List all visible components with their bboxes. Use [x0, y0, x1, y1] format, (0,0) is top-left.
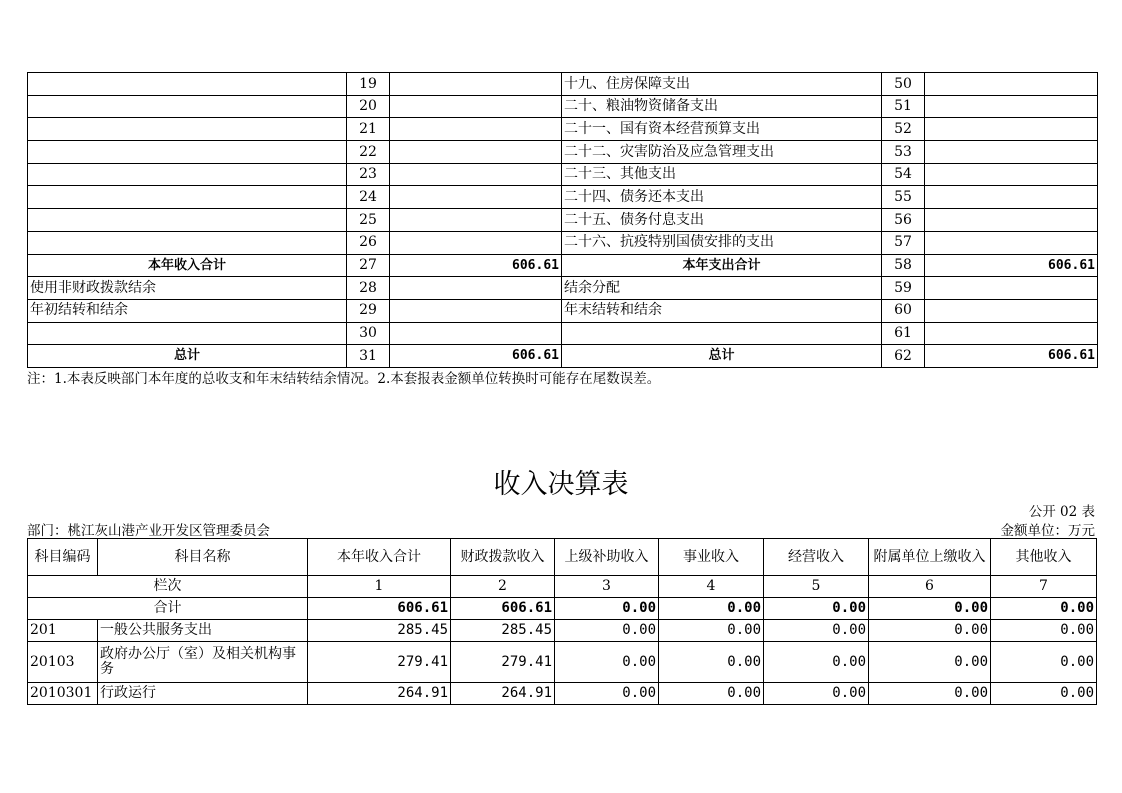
column-header: 附属单位上缴收入 — [869, 539, 991, 576]
index-cell: 1 — [308, 576, 451, 598]
cell-right-amount — [925, 299, 1098, 322]
cell-right-amount — [925, 322, 1098, 345]
cell-left-no: 23 — [347, 163, 390, 186]
cell-right-no: 62 — [882, 345, 925, 368]
unit-label: 金额单位：万元 — [1000, 523, 1095, 539]
amount-cell: 0.00 — [869, 620, 991, 642]
index-cell: 5 — [764, 576, 869, 598]
table-row — [28, 118, 1098, 141]
amount-cell: 279.41 — [308, 642, 451, 683]
total-row — [28, 598, 1097, 620]
amount-cell: 0.00 — [659, 620, 764, 642]
cell-left-item — [28, 231, 347, 254]
cell-right-no: 51 — [882, 95, 925, 118]
cell-right-amount — [925, 231, 1098, 254]
index-cell: 6 — [869, 576, 991, 598]
column-header: 科目编码 — [28, 539, 98, 576]
amount-cell: 0.00 — [555, 620, 659, 642]
cell-left-amount — [390, 231, 562, 254]
cell-right-item: 二十六、抗疫特别国债安排的支出 — [562, 231, 882, 254]
table-row — [28, 209, 1098, 232]
cell-right-amount — [925, 141, 1098, 164]
cell-left-item — [28, 73, 347, 96]
amount-cell: 0.00 — [869, 642, 991, 683]
cell-right-amount — [925, 118, 1098, 141]
cell-left-amount — [390, 163, 562, 186]
cell-right-no: 53 — [882, 141, 925, 164]
total-label: 合计 — [28, 598, 308, 620]
table-number: 公开 02 表 — [1028, 504, 1095, 520]
subject-name: 政府办公厅（室）及相关机构事务 — [98, 642, 308, 683]
cell-left-no: 28 — [347, 277, 390, 300]
table-row — [28, 186, 1098, 209]
column-header: 财政拨款收入 — [451, 539, 555, 576]
cell-right-item — [562, 322, 882, 345]
cell-left-no: 27 — [347, 254, 390, 277]
table-row — [28, 299, 1098, 322]
table-row — [28, 322, 1098, 345]
table-row — [28, 95, 1098, 118]
table-row — [28, 73, 1098, 96]
cell-right-item: 总计 — [562, 345, 882, 368]
cell-right-no: 60 — [882, 299, 925, 322]
cell-left-no: 31 — [347, 345, 390, 368]
amount-cell: 285.45 — [308, 620, 451, 642]
cell-left-item — [28, 95, 347, 118]
cell-right-item: 二十五、债务付息支出 — [562, 209, 882, 232]
amount-cell: 0.00 — [869, 683, 991, 705]
cell-right-item: 结余分配 — [562, 277, 882, 300]
table-row — [28, 254, 1098, 277]
index-label: 栏次 — [28, 576, 308, 598]
table-row — [28, 345, 1098, 368]
cell-right-amount: 606.61 — [925, 254, 1098, 277]
cell-left-no: 30 — [347, 322, 390, 345]
column-header: 科目名称 — [98, 539, 308, 576]
total-value: 606.61 — [451, 598, 555, 620]
table-row — [28, 141, 1098, 164]
cell-left-item — [28, 186, 347, 209]
cell-left-amount — [390, 118, 562, 141]
amount-cell: 0.00 — [555, 683, 659, 705]
cell-right-amount — [925, 209, 1098, 232]
amount-cell: 0.00 — [991, 642, 1097, 683]
amount-cell: 279.41 — [451, 642, 555, 683]
cell-left-amount: 606.61 — [390, 345, 562, 368]
subject-code: 20103 — [28, 642, 98, 683]
cell-right-no: 57 — [882, 231, 925, 254]
column-header: 其他收入 — [991, 539, 1097, 576]
cell-left-no: 21 — [347, 118, 390, 141]
amount-cell: 285.45 — [451, 620, 555, 642]
amount-cell: 0.00 — [764, 642, 869, 683]
cell-right-amount — [925, 186, 1098, 209]
cell-right-no: 54 — [882, 163, 925, 186]
amount-cell: 0.00 — [764, 683, 869, 705]
table-row — [28, 231, 1098, 254]
cell-right-amount — [925, 73, 1098, 96]
table-row — [28, 277, 1098, 300]
cell-right-no: 52 — [882, 118, 925, 141]
cell-right-no: 56 — [882, 209, 925, 232]
cell-left-item — [28, 322, 347, 345]
cell-right-item: 二十、粮油物资储备支出 — [562, 95, 882, 118]
amount-cell: 0.00 — [555, 642, 659, 683]
cell-right-amount: 606.61 — [925, 345, 1098, 368]
column-header: 事业收入 — [659, 539, 764, 576]
amount-cell: 0.00 — [991, 683, 1097, 705]
index-row — [28, 576, 1097, 598]
column-header: 本年收入合计 — [308, 539, 451, 576]
index-cell: 4 — [659, 576, 764, 598]
cell-left-no: 22 — [347, 141, 390, 164]
cell-right-item: 本年支出合计 — [562, 254, 882, 277]
income-table — [27, 538, 1097, 705]
cell-left-item — [28, 141, 347, 164]
amount-cell: 0.00 — [991, 620, 1097, 642]
department-label: 部门：桃江灰山港产业开发区管理委员会 — [27, 523, 270, 539]
index-cell: 2 — [451, 576, 555, 598]
column-header: 经营收入 — [764, 539, 869, 576]
page-title: 收入决算表 — [493, 469, 629, 500]
cell-right-amount — [925, 95, 1098, 118]
total-value: 0.00 — [659, 598, 764, 620]
cell-left-item: 总计 — [28, 345, 347, 368]
cell-right-item: 二十三、其他支出 — [562, 163, 882, 186]
cell-left-no: 24 — [347, 186, 390, 209]
cell-left-amount — [390, 277, 562, 300]
total-value: 0.00 — [991, 598, 1097, 620]
cell-left-amount — [390, 95, 562, 118]
cell-left-no: 29 — [347, 299, 390, 322]
cell-right-item: 年末结转和结余 — [562, 299, 882, 322]
cell-right-amount — [925, 277, 1098, 300]
cell-right-item: 十九、住房保障支出 — [562, 73, 882, 96]
footnote: 注：1.本表反映部门本年度的总收支和年末结转结余情况。2.本套报表金额单位转换时可能存在尾数误差。 — [27, 371, 661, 387]
cell-right-item: 二十一、国有资本经营预算支出 — [562, 118, 882, 141]
cell-right-amount — [925, 163, 1098, 186]
amount-cell: 0.00 — [764, 620, 869, 642]
cell-left-amount — [390, 186, 562, 209]
amount-cell: 264.91 — [451, 683, 555, 705]
table-row — [28, 620, 1097, 642]
cell-left-amount: 606.61 — [390, 254, 562, 277]
table-row — [28, 642, 1097, 683]
total-value: 0.00 — [555, 598, 659, 620]
amount-cell: 0.00 — [659, 642, 764, 683]
header-row — [28, 539, 1097, 576]
table-row — [28, 683, 1097, 705]
cell-left-item — [28, 163, 347, 186]
cell-right-no: 61 — [882, 322, 925, 345]
amount-cell: 264.91 — [308, 683, 451, 705]
cell-right-item: 二十四、债务还本支出 — [562, 186, 882, 209]
cell-right-no: 58 — [882, 254, 925, 277]
cell-left-item: 使用非财政拨款结余 — [28, 277, 347, 300]
cell-right-no: 55 — [882, 186, 925, 209]
amount-cell: 0.00 — [659, 683, 764, 705]
cell-left-no: 25 — [347, 209, 390, 232]
subject-code: 2010301 — [28, 683, 98, 705]
cell-left-amount — [390, 299, 562, 322]
subject-name: 一般公共服务支出 — [98, 620, 308, 642]
subject-name: 行政运行 — [98, 683, 308, 705]
cell-left-no: 26 — [347, 231, 390, 254]
cell-left-item — [28, 118, 347, 141]
index-cell: 7 — [991, 576, 1097, 598]
cell-left-item: 本年收入合计 — [28, 254, 347, 277]
cell-left-amount — [390, 73, 562, 96]
cell-right-item: 二十二、灾害防治及应急管理支出 — [562, 141, 882, 164]
cell-left-no: 19 — [347, 73, 390, 96]
column-header: 上级补助收入 — [555, 539, 659, 576]
cell-left-item: 年初结转和结余 — [28, 299, 347, 322]
total-value: 0.00 — [869, 598, 991, 620]
table-row — [28, 163, 1098, 186]
cell-left-amount — [390, 322, 562, 345]
total-value: 606.61 — [308, 598, 451, 620]
cell-left-item — [28, 209, 347, 232]
subject-code: 201 — [28, 620, 98, 642]
cell-left-amount — [390, 209, 562, 232]
cell-left-amount — [390, 141, 562, 164]
index-cell: 3 — [555, 576, 659, 598]
summary-table — [27, 72, 1098, 368]
total-value: 0.00 — [764, 598, 869, 620]
cell-right-no: 50 — [882, 73, 925, 96]
cell-left-no: 20 — [347, 95, 390, 118]
cell-right-no: 59 — [882, 277, 925, 300]
